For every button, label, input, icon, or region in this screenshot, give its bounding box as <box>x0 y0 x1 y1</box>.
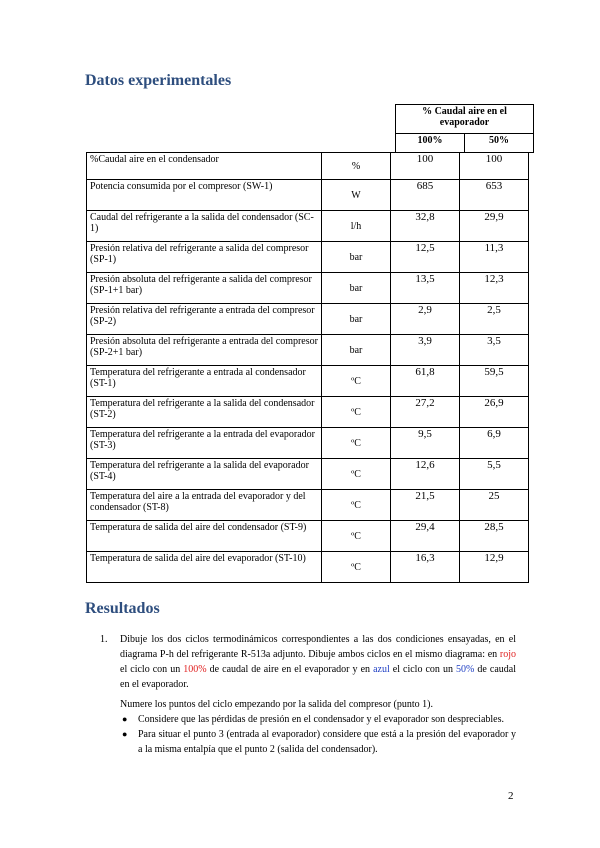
row-unit: ºC <box>322 459 391 490</box>
table-row <box>87 366 529 397</box>
value-50: 653 <box>460 180 529 211</box>
value-100: 685 <box>391 180 460 211</box>
red-percent: 100% <box>183 664 207 675</box>
row-unit: ºC <box>322 552 391 583</box>
row-description: Temperatura de salida del aire del condensador (ST-9) <box>87 521 322 552</box>
evaporator-header-table <box>395 104 534 153</box>
table-row <box>87 180 529 211</box>
table-row <box>87 490 529 521</box>
row-description: Temperatura del refrigerante a la salida del evaporador (ST-4) <box>87 459 322 490</box>
table-row <box>87 459 529 490</box>
table-row <box>87 242 529 273</box>
page-number: 2 <box>508 790 514 802</box>
value-50: 12,9 <box>460 552 529 583</box>
bullet-list <box>106 712 516 757</box>
section-heading-resultados: Resultados <box>85 600 160 617</box>
instruction-text: de caudal en el evaporador. <box>120 664 516 690</box>
row-unit: bar <box>322 242 391 273</box>
row-description: Temperatura de salida del aire del evaporador (ST-10) <box>87 552 322 583</box>
row-description: Temperatura del refrigerante a entrada al condensador (ST-1) <box>87 366 322 397</box>
value-50: 5,5 <box>460 459 529 490</box>
value-50: 28,5 <box>460 521 529 552</box>
table-row <box>87 552 529 583</box>
row-description: Temperatura del refrigerante a la salida del condensador (ST-2) <box>87 397 322 428</box>
col-header-100: 100% <box>396 134 465 153</box>
value-50: 6,9 <box>460 428 529 459</box>
value-50: 11,3 <box>460 242 529 273</box>
red-word: rojo <box>499 649 516 660</box>
col-header-50: 50% <box>465 134 534 153</box>
row-unit: l/h <box>322 211 391 242</box>
row-description: Temperatura del aire a la entrada del evaporador y del condensador (ST-8) <box>87 490 322 521</box>
row-unit: W <box>322 180 391 211</box>
bullet-item <box>120 712 516 727</box>
table-row <box>87 153 529 180</box>
instruction-text: el ciclo con un <box>120 664 184 675</box>
experimental-data-table <box>86 152 529 583</box>
row-description: Presión relativa del refrigerante a salida del compresor (SP-1) <box>87 242 322 273</box>
table-row <box>87 521 529 552</box>
value-50: 59,5 <box>460 366 529 397</box>
value-100: 3,9 <box>391 335 460 366</box>
instruction-text: Dibuje los dos ciclos termodinámicos correspondientes a las dos condiciones ensayadas, en el diagrama P-h del refrigerante R-513a adjunto. Dibuje ambos ciclos en el mismo diagrama: en <box>120 634 516 660</box>
row-unit: % <box>322 153 391 180</box>
section-heading-datos: Datos experimentales <box>85 72 232 89</box>
value-100: 9,5 <box>391 428 460 459</box>
value-100: 32,8 <box>391 211 460 242</box>
value-100: 100 <box>391 153 460 180</box>
list-number: 1. <box>100 634 108 645</box>
blue-word: azul <box>373 664 390 675</box>
value-50: 26,9 <box>460 397 529 428</box>
table-row <box>87 428 529 459</box>
row-unit: bar <box>322 273 391 304</box>
value-100: 16,3 <box>391 552 460 583</box>
row-description: %Caudal aire en el condensador <box>87 153 322 180</box>
table-row <box>87 273 529 304</box>
row-description: Caudal del refrigerante a la salida del condensador (SC-1) <box>87 211 322 242</box>
table-row <box>87 211 529 242</box>
value-100: 2,9 <box>391 304 460 335</box>
row-unit: bar <box>322 304 391 335</box>
numbering-paragraph: Numere los puntos del ciclo empezando por la salida del compresor (punto 1). <box>120 699 433 710</box>
value-100: 12,6 <box>391 459 460 490</box>
table-row <box>87 397 529 428</box>
row-description: Temperatura del refrigerante a la entrada del evaporador (ST-3) <box>87 428 322 459</box>
row-unit: ºC <box>322 366 391 397</box>
value-100: 27,2 <box>391 397 460 428</box>
value-50: 25 <box>460 490 529 521</box>
bullet-item <box>120 727 516 757</box>
table-row <box>87 304 529 335</box>
bullet-text: Para situar el punto 3 (entrada al evaporador) considere que está a la presión del evaporador y a la misma entalpía que el punto 2 (salida del condensador). <box>138 729 516 755</box>
results-list <box>100 632 516 757</box>
row-unit: ºC <box>322 490 391 521</box>
instruction-paragraph <box>120 632 516 692</box>
bullet-text: Considere que las pérdidas de presión en el condensador y el evaporador son despreciables. <box>138 714 504 725</box>
row-unit: ºC <box>322 428 391 459</box>
value-50: 29,9 <box>460 211 529 242</box>
row-unit: bar <box>322 335 391 366</box>
value-100: 29,4 <box>391 521 460 552</box>
row-description: Potencia consumida por el compresor (SW-1) <box>87 180 322 211</box>
instruction-text: el ciclo con un <box>389 664 457 675</box>
value-50: 2,5 <box>460 304 529 335</box>
value-50: 100 <box>460 153 529 180</box>
instruction-text: de caudal de aire en el evaporador y en <box>206 664 374 675</box>
row-description: Presión absoluta del refrigerante a entrada del compresor (SP-2+1 bar) <box>87 335 322 366</box>
row-unit: ºC <box>322 521 391 552</box>
row-unit: ºC <box>322 397 391 428</box>
value-100: 13,5 <box>391 273 460 304</box>
blue-percent: 50% <box>456 664 475 675</box>
row-description: Presión absoluta del refrigerante a salida del compresor (SP-1+1 bar) <box>87 273 322 304</box>
value-50: 12,3 <box>460 273 529 304</box>
bullet-icon: ● <box>122 729 128 739</box>
value-100: 21,5 <box>391 490 460 521</box>
bullet-icon: ● <box>122 714 128 724</box>
row-description: Presión relativa del refrigerante a entrada del compresor (SP-2) <box>87 304 322 335</box>
evaporator-header-title: % Caudal aire en el evaporador <box>396 105 534 134</box>
table-row <box>87 335 529 366</box>
value-100: 61,8 <box>391 366 460 397</box>
value-100: 12,5 <box>391 242 460 273</box>
value-50: 3,5 <box>460 335 529 366</box>
